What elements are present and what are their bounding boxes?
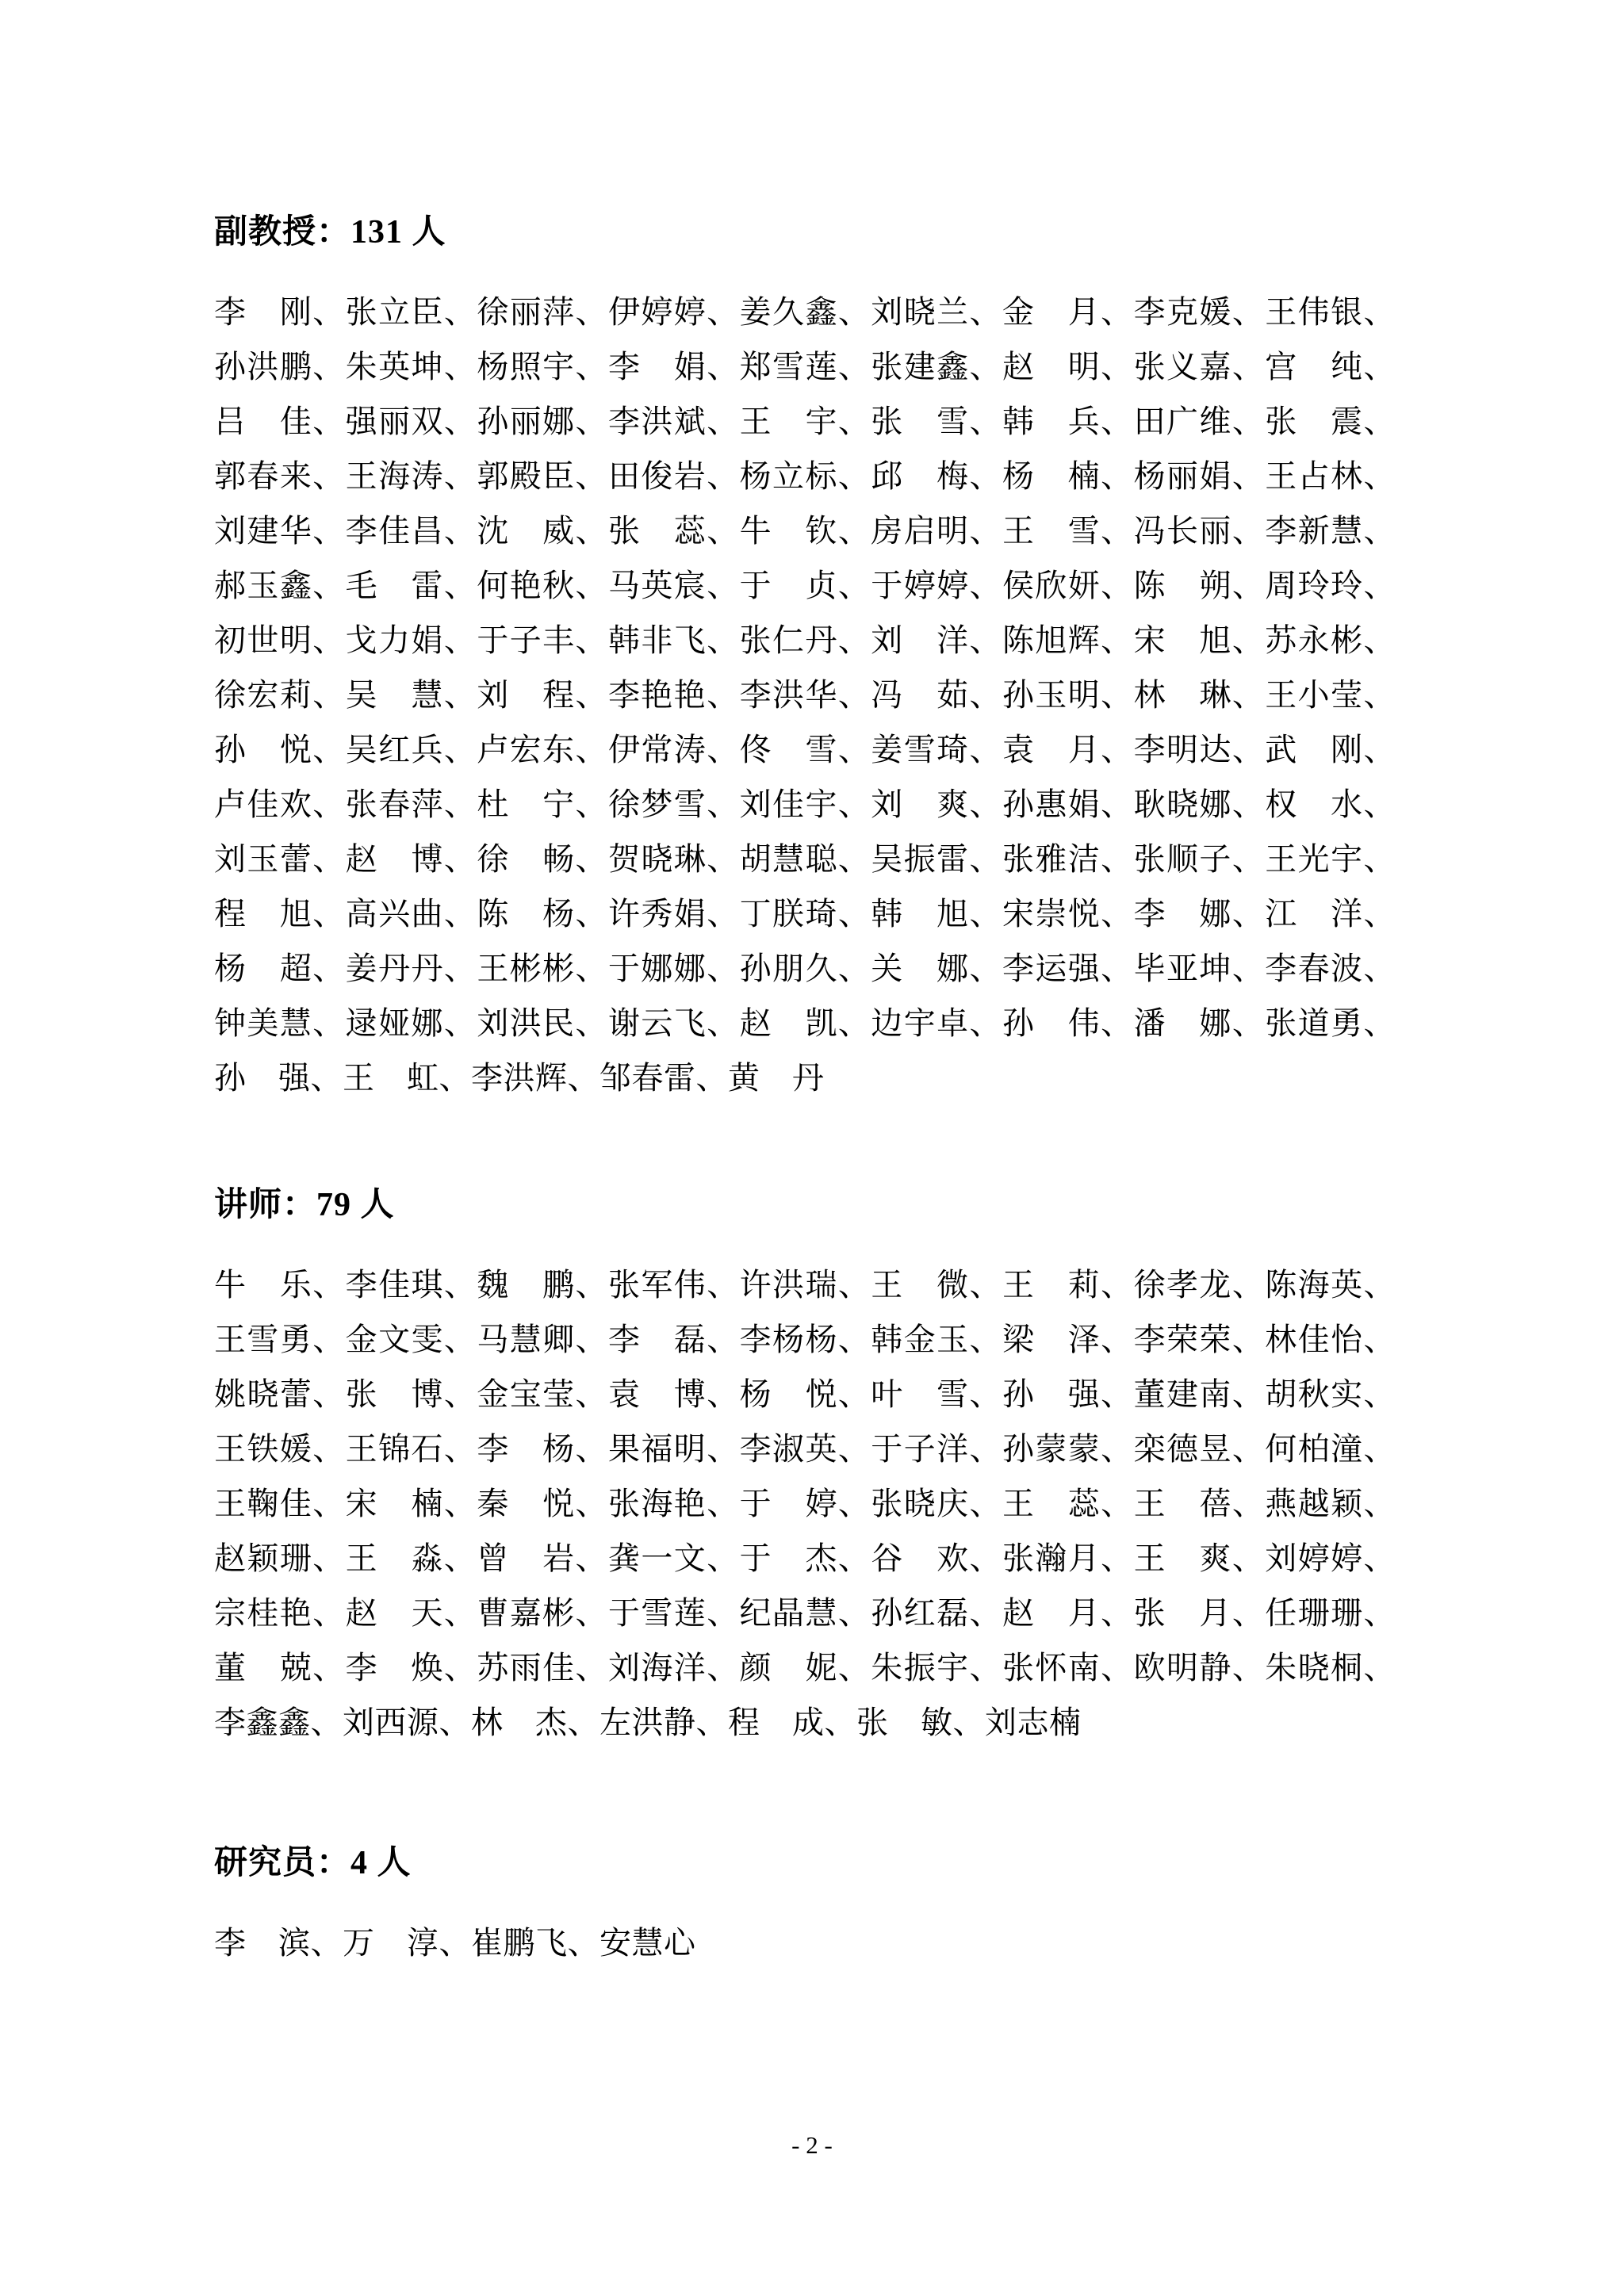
name-list-line: 刘建华、李佳昌、沈 威、张 蕊、牛 钦、房启明、王 雪、冯长丽、李新慧、 — [214, 513, 1396, 549]
name-list-line: 孙洪鹏、朱英坤、杨照宇、李 娟、郑雪莲、张建鑫、赵 明、张义嘉、宫 纯、 — [214, 349, 1396, 385]
section-heading-associate-professor: 副教授：131 人 — [214, 214, 446, 251]
section-lecturer — [214, 1183, 1396, 1750]
section-heading-researcher: 研究员：4 人 — [214, 1845, 412, 1881]
name-list-line: 钟美慧、逯娅娜、刘洪民、谢云飞、赵 凯、边宇卓、孙 伟、潘 娜、张道勇、 — [214, 1005, 1396, 1041]
name-list-line: 王鞠佳、宋 楠、秦 悦、张海艳、于 婷、张晓庆、王 蕊、王 蓓、燕越颖、 — [214, 1486, 1396, 1521]
name-list-line: 孙 悦、吴红兵、卢宏东、伊常涛、佟 雪、姜雪琦、袁 月、李明达、武 刚、 — [214, 732, 1396, 767]
name-list-line: 王铁媛、王锦石、李 杨、果福明、李淑英、于子洋、孙蒙蒙、栾德昱、何柏潼、 — [214, 1431, 1396, 1467]
name-list-line: 初世明、戈力娟、于子丰、韩非飞、张仁丹、刘 洋、陈旭辉、宋 旭、苏永彬、 — [214, 622, 1396, 658]
name-list-line: 郝玉鑫、毛 雷、何艳秋、马英宸、于 贞、于婷婷、侯欣妍、陈 朔、周玲玲、 — [214, 568, 1396, 603]
name-list-line: 程 旭、高兴曲、陈 杨、许秀娟、丁朕琦、韩 旭、宋崇悦、李 娜、江 洋、 — [214, 896, 1396, 932]
name-list-line: 郭春来、王海涛、郭殿臣、田俊岩、杨立标、邱 梅、杨 楠、杨丽娟、王占林、 — [214, 458, 1396, 494]
name-list-line: 杨 超、姜丹丹、王彬彬、于娜娜、孙朋久、关 娜、李运强、毕亚坤、李春波、 — [214, 951, 1396, 986]
name-list-line: 董 兢、李 焕、苏雨佳、刘海洋、颜 妮、朱振宇、张怀南、欧明静、朱晓桐、 — [214, 1650, 1396, 1686]
name-list-line: 卢佳欢、张春萍、杜 宁、徐梦雪、刘佳宇、刘 爽、孙惠娟、耿晓娜、权 水、 — [214, 786, 1396, 822]
name-list-line: 宗桂艳、赵 天、曹嘉彬、于雪莲、纪晶慧、孙红磊、赵 月、张 月、任珊珊、 — [214, 1595, 1396, 1631]
name-list-line: 李鑫鑫、刘西源、林 杰、左洪静、程 成、张 敏、刘志楠 — [214, 1705, 1082, 1740]
name-list-line: 李 刚、张立臣、徐丽萍、伊婷婷、姜久鑫、刘晓兰、金 月、李克媛、王伟银、 — [214, 294, 1396, 330]
section-associate-professor — [214, 210, 1396, 1105]
name-list-line: 刘玉蕾、赵 博、徐 畅、贺晓琳、胡慧聪、吴振雷、张雅洁、张顺子、王光宇、 — [214, 841, 1396, 877]
name-list-line: 王雪勇、金文雯、马慧卿、李 磊、李杨杨、韩金玉、梁 泽、李荣荣、林佳怡、 — [214, 1322, 1396, 1357]
document-body — [214, 210, 1396, 1970]
name-list-line: 牛 乐、李佳琪、魏 鹏、张军伟、许洪瑞、王 微、王 莉、徐孝龙、陈海英、 — [214, 1267, 1396, 1303]
name-list-line: 李 滨、万 淳、崔鹏飞、安慧心 — [214, 1925, 696, 1961]
section-researcher — [214, 1841, 1396, 1970]
name-list-line: 徐宏莉、吴 慧、刘 程、李艳艳、李洪华、冯 茹、孙玉明、林 琳、王小莹、 — [214, 677, 1396, 713]
name-list-line: 孙 强、王 虹、李洪辉、邹春雷、黄 丹 — [214, 1060, 825, 1096]
name-list-line: 姚晓蕾、张 博、金宝莹、袁 博、杨 悦、叶 雪、孙 强、董建南、胡秋实、 — [214, 1376, 1396, 1412]
name-list-line: 吕 佳、强丽双、孙丽娜、李洪斌、王 宇、张 雪、韩 兵、田广维、张 震、 — [214, 404, 1396, 439]
page-number: - 2 - — [791, 2131, 833, 2159]
section-heading-lecturer: 讲师：79 人 — [214, 1187, 395, 1223]
name-list-line: 赵颖珊、王 淼、曾 岩、龚一文、于 杰、谷 欢、张瀚月、王 爽、刘婷婷、 — [214, 1540, 1396, 1576]
